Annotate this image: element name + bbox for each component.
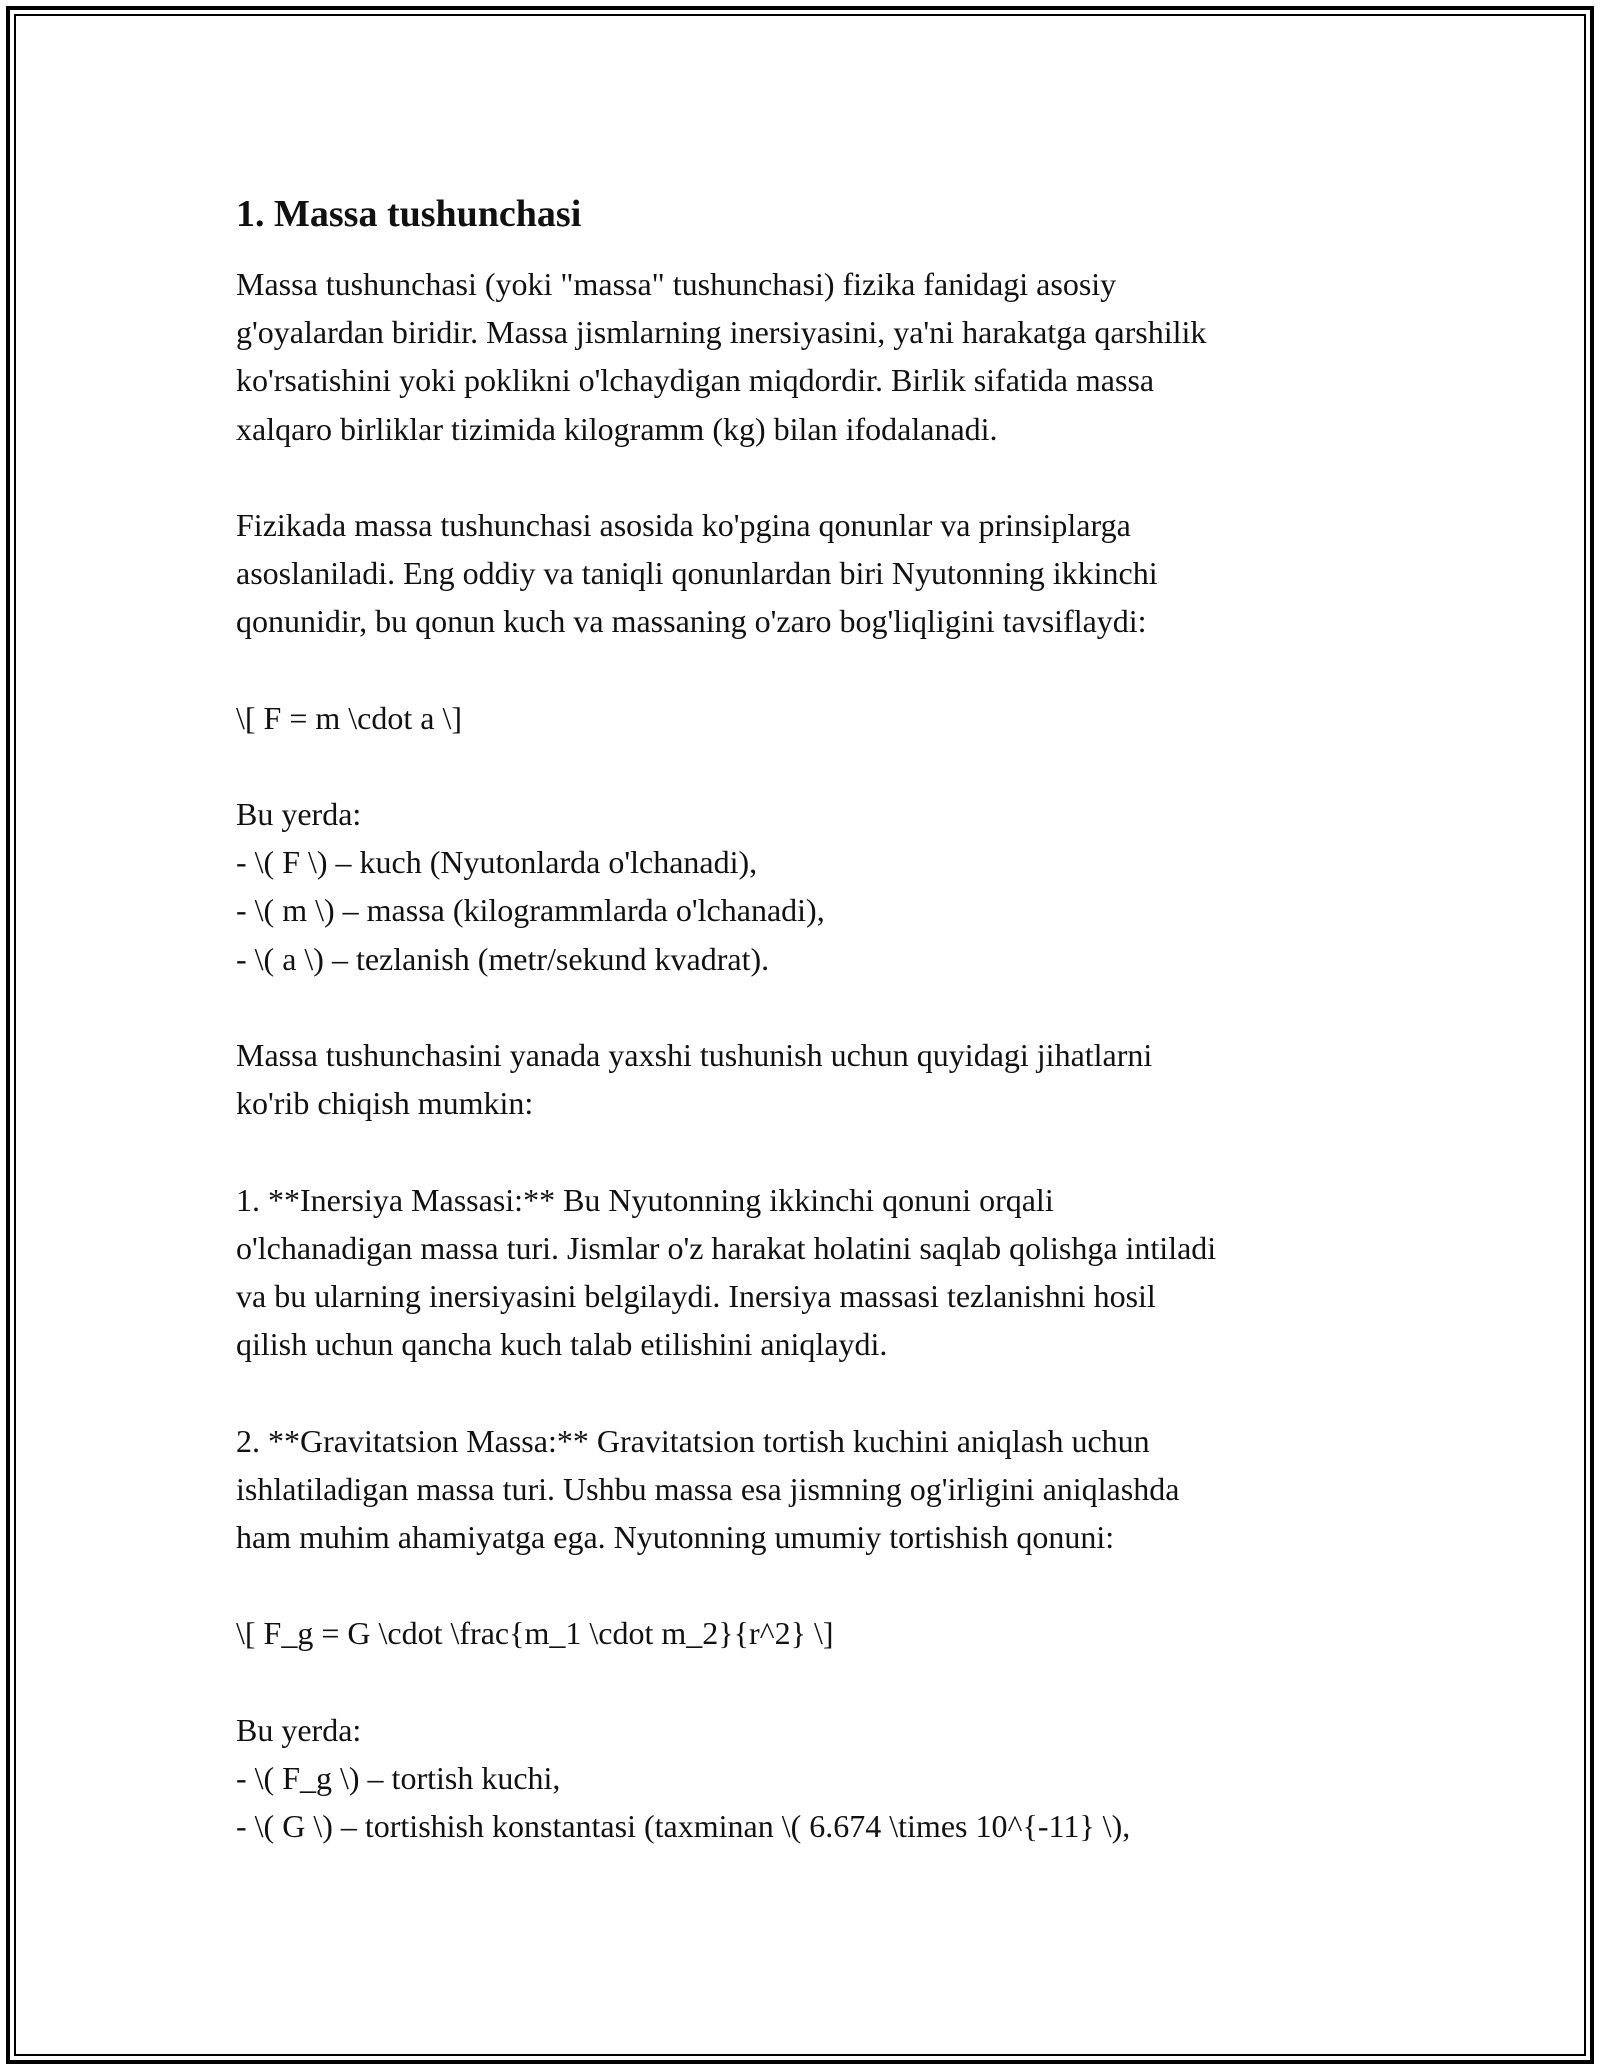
blank-line: [236, 1368, 1386, 1416]
text-line: Bu yerda:: [236, 796, 362, 833]
blank-line: [236, 1561, 1386, 1609]
text-line: asoslaniladi. Eng oddiy va taniqli qonunlardan biri Nyutonning ikkinchi: [236, 555, 1158, 592]
text-line: xalqaro birliklar tizimida kilogramm (kg) bilan ifodalanadi.: [236, 410, 998, 447]
text-line: o'lchanadigan massa turi. Jismlar o'z harakat holatini saqlab qolishga intiladi: [236, 1229, 1217, 1266]
list-item: - \( G \) – tortishish konstantasi (taxminan \( 6.674 \times 10^{-11} \),: [236, 1808, 1131, 1844]
section-heading: 1. Massa tushunchasi: [236, 193, 582, 235]
text-line: Bu yerda:: [236, 1711, 362, 1748]
text-line: 2. **Gravitatsion Massa:** Gravitatsion tortish kuchini aniqlash uchun: [236, 1422, 1150, 1459]
text-line: Massa tushunchasi (yoki "massa" tushunchasi) fizika fanidagi asosiy: [236, 266, 1117, 302]
text-line: qonunidir, bu qonun kuch va massaning o'zaro bog'liqligini tavsiflaydi:: [236, 603, 1147, 640]
formula-line: \[ F_g = G \cdot \frac{m_1 \cdot m_2}{r^2} \]: [236, 1615, 834, 1652]
list-item: - \( m \) – massa (kilogrammlarda o'lchanadi),: [236, 892, 825, 929]
list-item: - \( F \) – kuch (Nyutonlarda o'lchanadi),: [236, 844, 758, 881]
blank-line: [236, 742, 1386, 790]
text-line: va bu ularning inersiyasini belgilaydi. Inersiya massasi tezlanishni hosil: [236, 1277, 1156, 1314]
blank-line: [236, 646, 1386, 694]
text-line: ko'rib chiqish mumkin:: [236, 1085, 534, 1122]
text-line: g'oyalardan biridir. Massa jismlarning inersiyasini, ya'ni harakatga qarshilik: [236, 314, 1207, 351]
list-item: - \( a \) – tezlanish (metr/sekund kvadrat).: [236, 940, 770, 977]
document-body: [236, 186, 1386, 1850]
text-line: qilish uchun qancha kuch talab etilishini aniqlaydi.: [236, 1326, 888, 1363]
blank-line: [236, 1657, 1386, 1705]
text-line: ham muhim ahamiyatga ega. Nyutonning umumiy tortishish qonuni:: [236, 1518, 1115, 1555]
formula-line: \[ F = m \cdot a \]: [236, 699, 463, 736]
list-item: - \( F_g \) – tortish kuchi,: [236, 1759, 561, 1796]
text-line: Massa tushunchasini yanada yaxshi tushunish uchun quyidagi jihatlarni: [236, 1037, 1153, 1073]
blank-line: [236, 453, 1386, 501]
text-line: 1. **Inersiya Massasi:** Bu Nyutonning ikkinchi qonuni orqali: [236, 1181, 1054, 1218]
text-line: ishlatiladigan massa turi. Ushbu massa esa jismning og'irligini aniqlashda: [236, 1470, 1180, 1507]
text-line: Fizikada massa tushunchasi asosida ko'pgina qonunlar va prinsiplarga: [236, 506, 1131, 543]
text-lines: [236, 260, 1386, 1850]
blank-line: [236, 1127, 1386, 1175]
text-line: ko'rsatishini yoki poklikni o'lchaydigan miqdordir. Birlik sifatida massa: [236, 362, 1155, 399]
blank-line: [236, 983, 1386, 1031]
